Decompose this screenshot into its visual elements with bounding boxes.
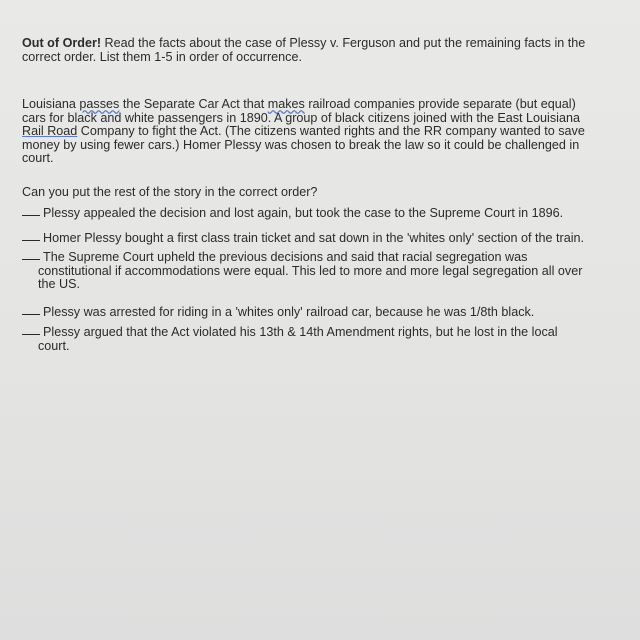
- list-item: Plessy argued that the Act violated his 13th & 14th Amendment rights, but he lost in the local court.: [22, 326, 622, 353]
- list-item: The Supreme Court upheld the previous decisions and said that racial segregation was constitutional if accommodations were equal. This led to more and more legal segregation all over the US.: [22, 251, 622, 292]
- answer-blank-4[interactable]: [22, 306, 40, 315]
- instructions-title: Out of Order!: [22, 36, 102, 50]
- underlined-rail-road: Rail Road: [22, 124, 78, 139]
- context-paragraph: Louisiana passes the Separate Car Act that makes railroad companies provide separate (but equal) cars for black and white passengers in 1890. A group of black citizens joined with the East Louisiana Rail Road Company to fight the Act. (The citizens wanted rights and the RR company wanted to save money by using fewer cars.) Homer Plessy was chosen to break the law so it could be challenged in court.: [22, 97, 585, 166]
- answer-blank-5[interactable]: [22, 326, 40, 335]
- instructions-line-2: correct order. List them 1-5 in order of occurrence.: [22, 49, 302, 64]
- answer-blank-1[interactable]: [22, 207, 40, 216]
- instructions: [22, 37, 622, 64]
- question-prompt: Can you put the rest of the story in the correct order?: [22, 185, 318, 199]
- answer-blank-3[interactable]: [22, 251, 40, 260]
- spellcheck-passes: passes: [79, 97, 120, 111]
- spellcheck-makes: makes: [267, 97, 305, 111]
- list-item: Plessy was arrested for riding in a 'whites only' railroad car, because he was 1/8th black.: [22, 306, 622, 320]
- answer-blank-2[interactable]: [22, 232, 40, 241]
- list-item: Plessy appealed the decision and lost again, but took the case to the Supreme Court in 1896.: [22, 207, 622, 221]
- instructions-line-1: Out of Order! Read the facts about the case of Plessy v. Ferguson and put the remaining facts in the: [22, 36, 586, 50]
- list-item: Homer Plessy bought a first class train ticket and sat down in the 'whites only' section of the train.: [22, 232, 622, 246]
